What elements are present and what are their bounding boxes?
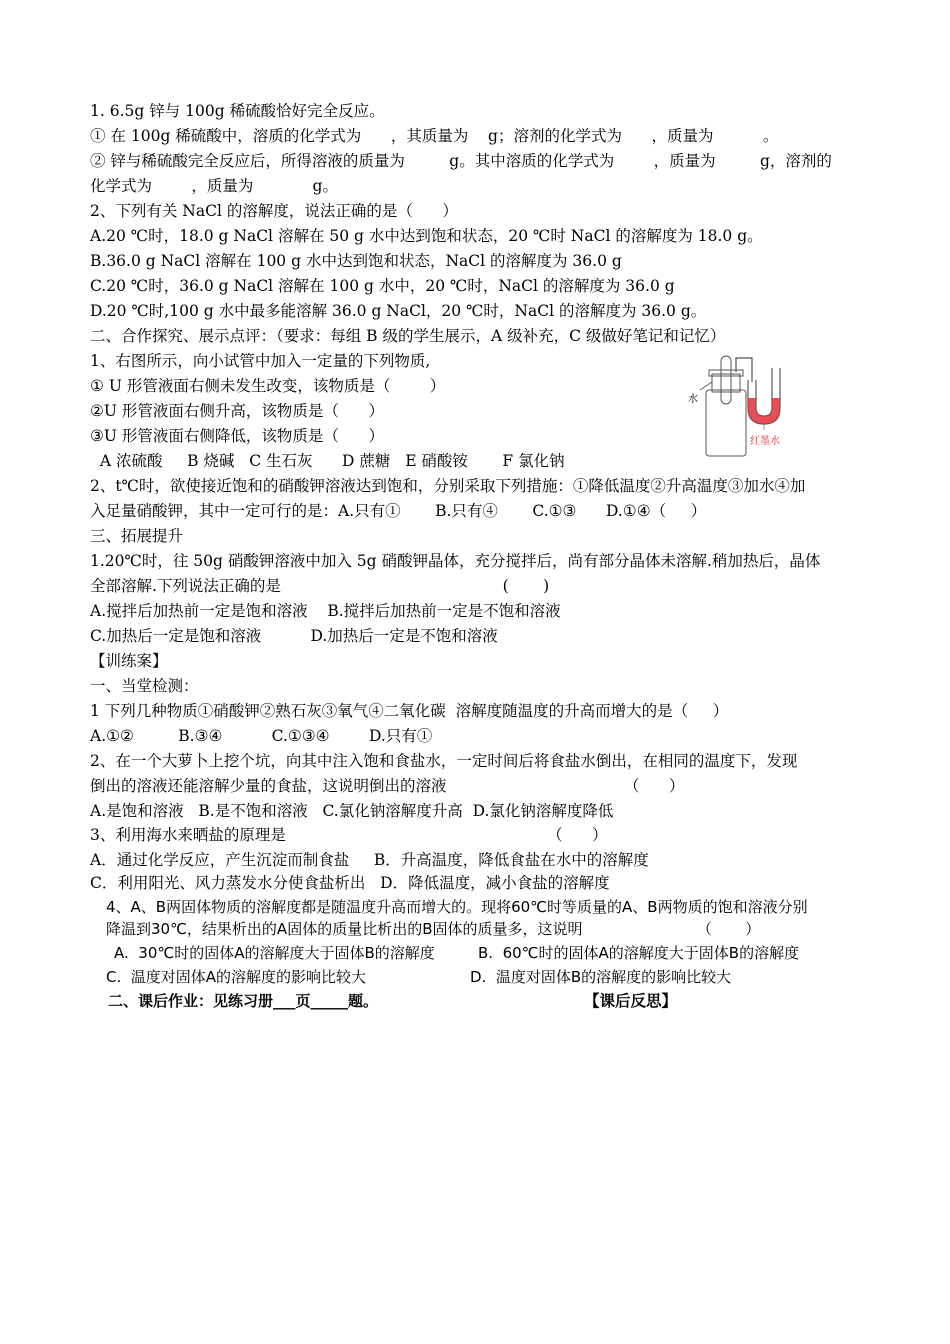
q2-option-b: B.36.0 g NaCl 溶解在 100 g 水中达到饱和状态，NaCl 的溶解度为 36.0 g	[90, 252, 622, 270]
q1-part1: ① 在 100g 稀硫酸中，溶质的化学式为 ，其质量为 g；溶剂的化学式为 ，质量为 。	[90, 127, 779, 145]
extend-q1-options-cd: C.加热后一定是饱和溶液 D.加热后一定是不饱和溶液	[90, 627, 498, 645]
extend-q1-options-ab: A.搅拌后加热前一定是饱和溶液 B.搅拌后加热前一定是不饱和溶液	[90, 602, 561, 620]
coop-q1-choices: A 浓硫酸 B 烧碱 C 生石灰 D 蔗糖 E 硝酸铵 F 氯化钠	[90, 452, 565, 470]
check-q1-title: 1 下列几种物质①硝酸钾②熟石灰③氧气④二氧化碳 溶解度随温度的升高而增大的是（ ）	[90, 702, 729, 720]
coop-q1-title: 1、右图所示，向小试管中加入一定量的下列物质,	[90, 352, 431, 370]
q1-title: 1. 6.5g 锌与 100g 稀硫酸恰好完全反应。	[90, 102, 385, 120]
coop-q2-line1: 2、t℃时，欲使接近饱和的硝酸钾溶液达到饱和，分别采取下列措施：①降低温度②升高温度③加水④加	[90, 477, 806, 495]
extend-q1-line1: 1.20℃时，往 50g 硝酸钾溶液中加入 5g 硝酸钾晶体，充分搅拌后，尚有部分晶体未溶解.稍加热后，晶体	[90, 552, 821, 570]
check-q4-option-c: C. 温度对固体A的溶解度的影响比较大	[106, 968, 367, 986]
q1-part2: ② 锌与稀硫酸完全反应后，所得溶液的质量为 g。其中溶质的化学式为 ，质量为 g，溶剂的	[90, 152, 832, 170]
check-q2-line1: 2、在一个大萝卜上挖个坑，向其中注入饱和食盐水，一定时间后将食盐水倒出，在相同的温度下，发现	[90, 752, 798, 770]
reflection-heading: 【课后反思】	[584, 992, 678, 1010]
check-q2-line2: 倒出的溶液还能溶解少量的食盐，这说明倒出的溶液 （ ）	[90, 777, 685, 795]
red-ink-label: 红墨水	[750, 436, 780, 447]
check-q3-options-cd: C．利用阳光、风力蒸发水分使食盐析出 D．降低温度，减小食盐的溶解度	[90, 874, 610, 892]
check-q3-options-ab: A．通过化学反应，产生沉淀而制食盐 B．升高温度，降低食盐在水中的溶解度	[90, 851, 649, 869]
q2-title: 2、下列有关 NaCl 的溶解度，说法正确的是（ ）	[90, 202, 458, 220]
q2-option-d: D.20 ℃时,100 g 水中最多能溶解 36.0 g NaCl，20 ℃时，NaCl 的溶解度为 36.0 g。	[90, 302, 707, 320]
q2-option-c: C.20 ℃时，36.0 g NaCl 溶解在 100 g 水中，20 ℃时，NaCl 的溶解度为 36.0 g	[90, 277, 675, 295]
coop-q1-part2: ②U 形管液面右侧升高，该物质是（ ）	[90, 402, 384, 420]
check-q4-line2: 降温到30℃，结果析出的A固体的质量比析出的B固体的质量多，这说明 （ ）	[106, 920, 761, 938]
coop-q1-part3: ③U 形管液面右侧降低，该物质是（ ）	[90, 427, 384, 445]
coop-q2-line2: 入足量硝酸钾，其中一定可行的是：A.只有① B.只有④ C.①③ D.①④（ ）	[90, 502, 707, 520]
check-q2-options: A.是饱和溶液 B.是不饱和溶液 C.氯化钠溶解度升高 D.氯化钠溶解度降低	[90, 802, 614, 820]
section-heading-extend: 三、拓展提升	[90, 527, 184, 545]
water-label: 水	[688, 394, 698, 405]
extend-q1-line2: 全部溶解.下列说法正确的是 ( )	[90, 577, 550, 595]
check-q1-options: A.①② B.③④ C.①③④ D.只有①	[90, 727, 433, 745]
section-heading-check: 一、当堂检测：	[90, 677, 199, 695]
check-q4-option-d: D. 温度对固体B的溶解度的影响比较大	[470, 968, 732, 986]
check-q3-title: 3、利用海水来晒盐的原理是 （ ）	[90, 826, 608, 844]
section-heading-training: 【训练案】	[90, 652, 168, 670]
homework-line: 二、课后作业：见练习册___页_____题。	[108, 992, 379, 1010]
q1-part2-cont: 化学式为 ，质量为 g。	[90, 177, 338, 195]
check-q4-line1: 4、A、B两固体物质的溶解度都是随温度升高而增大的。现将60℃时等质量的A、B两物质的饱和溶液分别	[106, 898, 808, 916]
q2-option-a: A.20 ℃时，18.0 g NaCl 溶解在 50 g 水中达到饱和状态，20 ℃时 NaCl 的溶解度为 18.0 g。	[90, 227, 763, 245]
coop-q1-part1: ① U 形管液面右侧未发生改变，该物质是（ ）	[90, 377, 446, 395]
apparatus-diagram	[688, 350, 838, 460]
section-heading-cooperate: 二、合作探究、展示点评：（要求：每组 B 级的学生展示，A 级补充，C 级做好笔记和记忆）	[90, 327, 726, 345]
check-q4-option-a: A. 30℃时的固体A的溶解度大于固体B的溶解度	[114, 944, 435, 962]
check-q4-option-b: B. 60℃时的固体A的溶解度大于固体B的溶解度	[478, 944, 800, 962]
